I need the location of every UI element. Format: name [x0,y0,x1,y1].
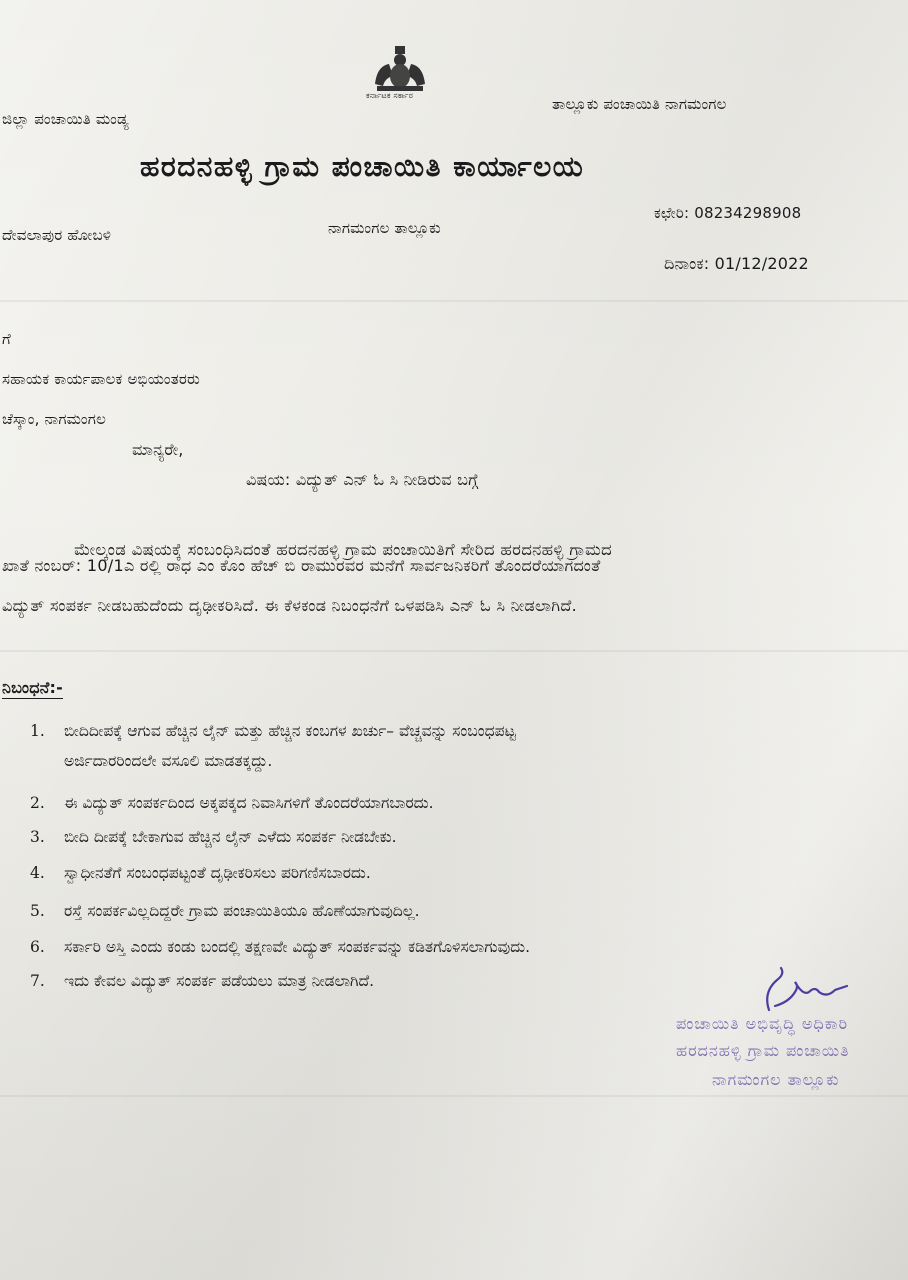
condition-number: 1. [30,722,45,740]
address-to: ಗೆ [2,330,11,348]
condition-item [30,722,516,741]
paper-fold [0,300,908,302]
condition-item [30,938,530,957]
emblem-caption: ಕರ್ನಾಟಕ ಸರ್ಕಾರ [366,91,414,100]
body-line-2: ಖಾತೆ ನಂಬರ್: 10/1ಎ ರಲ್ಲಿ ರಾಧ ಎಂ ಕೊಂ ಹೆಚ್ ಬಿ ರಾಮುರವರ ಮನೆಗೆ ಸಾರ್ವಜನಿಕರಿಗೆ ತೊಂದರೆಯಾಗದಂತೆ [2,556,601,575]
district-panchayat: ಜಿಲ್ಲಾ ಪಂಚಾಯಿತಿ ಮಂಡ್ಯ [2,110,129,128]
stamp-line-3: ನಾಗಮಂಗಲ ತಾಲ್ಲೂಕು [712,1070,840,1089]
condition-text: ಸ್ವಾಧೀನತೆಗೆ ಸಂಬಂಧಪಟ್ಟಂತೆ ದೃಢೀಕರಿಸಲು ಪರಿಗಣಿಸಬಾರದು. [64,864,371,882]
body-line-1: ಮೇಲ್ಕಂಡ ವಿಷಯಕ್ಕೆ ಸಂಬಂಧಿಸಿದಂತೆ ಹರದನಹಳ್ಳಿ ಗ್ರಾಮ ಪಂಚಾಯಿತಿಗೆ ಸೇರಿದ ಹರದನಹಳ್ಳಿ ಗ್ರಾಮದ [74,540,612,559]
conditions-heading: ನಿಬಂಧನೆ:- [2,678,63,697]
condition-item [30,902,420,921]
hobli: ದೇವಲಾಪುರ ಹೋಬಳಿ [2,226,112,244]
condition-number: 5. [30,902,45,920]
condition-text: ಬೀದಿ ದೀಪಕ್ಕೆ ಬೇಕಾಗುವ ಹೆಚ್ಚಿನ ಲೈನ್ ಎಳೆದು ಸಂಪರ್ಕ ನೀಡಬೇಕು. [64,828,397,846]
condition-number: 4. [30,864,45,882]
salutation: ಮಾನ್ಯರೇ, [132,440,184,459]
condition-text: ಬೀದಿದೀಪಕ್ಕೆ ಆಗುವ ಹೆಚ್ಚಿನ ಲೈನ್ ಮತ್ತು ಹೆಚ್ಚಿನ ಕಂಬಗಳ ಖರ್ಚು– ವೆಚ್ಚವನ್ನು ಸಂಬಂಧಪಟ್ಟ [64,722,516,740]
condition-item [30,828,397,847]
taluk-panchayat: ತಾಲ್ಲೂಕು ಪಂಚಾಯಿತಿ ನಾಗಮಂಗಲ [552,95,727,113]
condition-number: 7. [30,972,45,990]
paper-fold [0,1095,908,1097]
stamp-line-1: ಪಂಚಾಯಿತಿ ಅಭಿವೃದ್ಧಿ ಅಧಿಕಾರಿ [676,1014,849,1033]
condition-number: 3. [30,828,45,846]
recipient-designation: ಸಹಾಯಕ ಕಾರ್ಯಪಾಲಕ ಅಭಿಯಂತರರು [2,370,200,388]
body-line-3: ವಿದ್ಯುತ್ ಸಂಪರ್ಕ ನೀಡಬಹುದೆಂದು ದೃಢೀಕರಿಸಿದೆ. ಈ ಕೆಳಕಂಡ ನಿಬಂಧನೆಗೆ ಒಳಪಡಿಸಿ ಎನ್ ಓ ಸಿ ನೀಡಲಾಗಿದೆ. [2,596,577,615]
condition-item-continuation [64,752,272,771]
office-phone: ಕಛೇರಿ: 08234298908 [654,204,802,222]
office-title: ಹರದನಹಳ್ಳಿ ಗ್ರಾಮ ಪಂಚಾಯಿತಿ ಕಾರ್ಯಾಲಯ [140,150,585,183]
officer-signature [755,962,855,1022]
condition-number: 6. [30,938,45,956]
subject-line: ವಿಷಯ: ವಿದ್ಯುತ್ ಎನ್ ಓ ಸಿ ನೀಡಿರುವ ಬಗ್ಗೆ [246,470,479,489]
paper-fold [0,650,908,652]
taluk: ನಾಗಮಂಗಲ ತಾಲ್ಲೂಕು [328,219,441,237]
condition-text: ರಸ್ತೆ ಸಂಪರ್ಕವಿಲ್ಲದಿದ್ದರೇ ಗ್ರಾಮ ಪಂಚಾಯಿತಿಯೂ ಹೊಣೆಯಾಗುವುದಿಲ್ಲ. [64,902,420,920]
condition-number: 2. [30,794,45,812]
condition-text: ಈ ವಿದ್ಯುತ್ ಸಂಪರ್ಕದಿಂದ ಅಕ್ಕಪಕ್ಕದ ನಿವಾಸಿಗಳಿಗೆ ತೊಂದರೆಯಾಗಬಾರದು. [64,794,434,812]
condition-text: ಇದು ಕೇವಲ ವಿದ್ಯುತ್ ಸಂಪರ್ಕ ಪಡೆಯಲು ಮಾತ್ರ ನೀಡಲಾಗಿದೆ. [64,972,375,990]
stamp-line-2: ಹರದನಹಳ್ಳಿ ಗ್ರಾಮ ಪಂಚಾಯಿತಿ [676,1041,850,1060]
recipient-office: ಚೆಸ್ಕಾಂ, ನಾಗಮಂಗಲ [2,410,107,428]
condition-text: ಸರ್ಕಾರಿ ಅಸ್ತಿ ಎಂದು ಕಂಡು ಬಂದಲ್ಲಿ ತಕ್ಷಣವೇ ವಿದ್ಯುತ್ ಸಂಪರ್ಕವನ್ನು ಕಡಿತಗೊಳಿಸಲಾಗುವುದು. [64,938,531,956]
condition-text: ಅರ್ಜಿದಾರರಿಂದಲೇ ವಸೂಲಿ ಮಾಡತಕ್ಕದ್ದು. [64,752,273,770]
letter-date: ದಿನಾಂಕ: 01/12/2022 [664,254,809,273]
condition-item [30,972,374,991]
condition-item [30,864,371,883]
condition-item [30,794,434,813]
